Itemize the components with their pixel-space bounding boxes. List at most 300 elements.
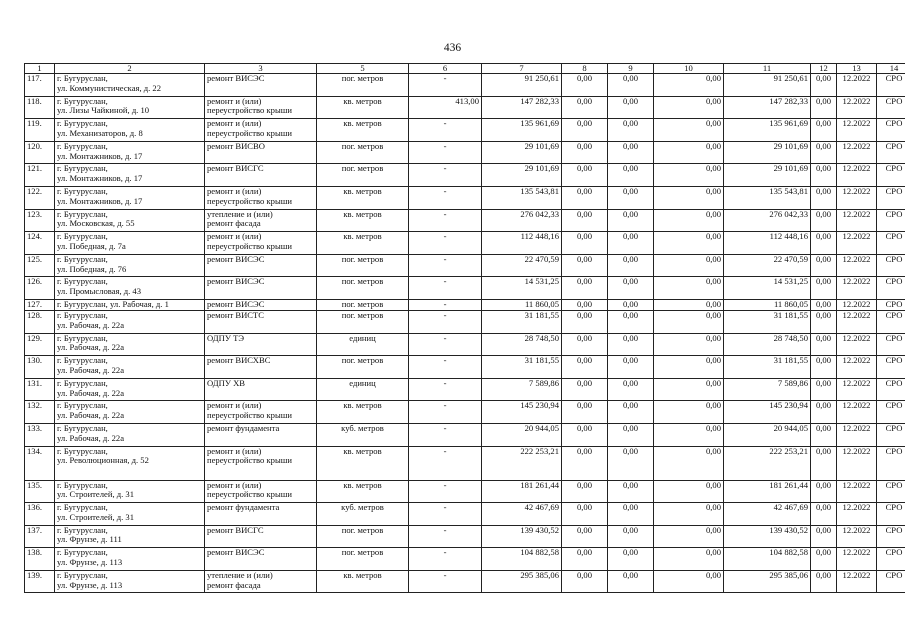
address-cell (55, 96, 205, 119)
col9-cell: 0,00 (608, 209, 654, 232)
col9-cell: 0,00 (608, 423, 654, 446)
quantity-cell: - (409, 446, 482, 480)
work-type-cell-line-1: ремонт и (или) (207, 446, 262, 456)
fund-amount-cell: 295 385,06 (724, 570, 811, 593)
table-row (25, 209, 905, 232)
row-number: 129. (25, 333, 55, 356)
address-cell-line-1: г. Бугуруслан, (57, 480, 108, 490)
col9-cell: 0,00 (608, 548, 654, 571)
work-type-cell-line-1: ремонт ВИСГС (207, 163, 264, 174)
address-cell-line-2: ул. Революционная, д. 52 (57, 455, 149, 466)
work-type-cell-line-2: переустройство крыши (207, 410, 292, 421)
unit-cell: единиц (317, 378, 409, 401)
date-cell: 12.2022 (837, 525, 877, 548)
cost-total-cell: 145 230,94 (482, 401, 562, 424)
col9-cell: 0,00 (608, 310, 654, 333)
cost-total-cell: 135 543,81 (482, 186, 562, 209)
col9-cell: 0,00 (608, 164, 654, 187)
address-cell-line-1: г. Бугуруслан, (57, 502, 108, 513)
col8-cell: 0,00 (562, 186, 608, 209)
col8-cell: 0,00 (562, 141, 608, 164)
fund-amount-cell: 22 470,59 (724, 254, 811, 277)
fund-amount-cell: 104 882,58 (724, 548, 811, 571)
address-cell-line-2: ул. Фрунзе, д. 113 (57, 579, 123, 590)
row-number: 134. (25, 446, 55, 480)
work-type-cell-line-2: ремонт фасада (207, 579, 261, 590)
column-header: 12 (811, 64, 837, 74)
work-type-cell-line-1: ремонт фундамента (207, 502, 280, 513)
col10-cell: 0,00 (654, 299, 724, 310)
unit-cell: пог. метров (317, 254, 409, 277)
row-number: 124. (25, 232, 55, 255)
col12-cell: 0,00 (811, 503, 837, 526)
table-row (25, 299, 905, 310)
source-cell: СРО (877, 310, 905, 333)
col12-cell: 0,00 (811, 333, 837, 356)
row-number: 122. (25, 186, 55, 209)
col10-cell: 0,00 (654, 356, 724, 379)
col9-cell: 0,00 (608, 446, 654, 480)
col12-cell: 0,00 (811, 74, 837, 97)
col8-cell: 0,00 (562, 423, 608, 446)
address-cell (55, 74, 205, 97)
col10-cell: 0,00 (654, 423, 724, 446)
work-type-cell (205, 232, 317, 255)
table-row (25, 525, 905, 548)
address-cell-line-2: ул. Коммунистическая, д. 22 (57, 82, 162, 93)
date-cell: 12.2022 (837, 186, 877, 209)
source-cell: СРО (877, 525, 905, 548)
table-row (25, 548, 905, 571)
col12-cell: 0,00 (811, 401, 837, 424)
unit-cell: пог. метров (317, 548, 409, 571)
row-number: 123. (25, 209, 55, 232)
col8-cell: 0,00 (562, 209, 608, 232)
col10-cell: 0,00 (654, 232, 724, 255)
col8-cell: 0,00 (562, 525, 608, 548)
unit-cell: кв. метров (317, 570, 409, 593)
col12-cell: 0,00 (811, 209, 837, 232)
address-cell (55, 446, 205, 480)
address-cell-line-2: ул. Фрунзе, д. 111 (57, 534, 122, 545)
work-type-cell-line-1: ремонт и (или) (207, 400, 262, 411)
col10-cell: 0,00 (654, 119, 724, 142)
fund-amount-cell: 14 531,25 (724, 277, 811, 300)
col12-cell: 0,00 (811, 141, 837, 164)
quantity-cell: - (409, 548, 482, 571)
col8-cell: 0,00 (562, 333, 608, 356)
address-cell (55, 299, 205, 310)
col8-cell: 0,00 (562, 299, 608, 310)
page-number: 436 (443, 42, 462, 54)
table-row (25, 480, 905, 503)
column-header: 5 (317, 64, 409, 74)
table-row (25, 356, 905, 379)
col9-cell: 0,00 (608, 74, 654, 97)
address-cell (55, 423, 205, 446)
address-cell-line-2: ул. Победная, д. 76 (57, 263, 127, 274)
col12-cell: 0,00 (811, 378, 837, 401)
column-header: 9 (608, 64, 654, 74)
quantity-cell: - (409, 525, 482, 548)
address-cell-line-1: г. Бугуруслан, (57, 231, 108, 242)
unit-cell: кв. метров (317, 209, 409, 232)
work-type-cell (205, 480, 317, 503)
fund-amount-cell: 29 101,69 (724, 164, 811, 187)
col8-cell: 0,00 (562, 232, 608, 255)
work-type-cell (205, 164, 317, 187)
col9-cell: 0,00 (608, 299, 654, 310)
address-cell-line-2: ул. Фрунзе, д. 113 (57, 557, 123, 568)
table-row (25, 277, 905, 300)
quantity-cell: - (409, 232, 482, 255)
date-cell: 12.2022 (837, 164, 877, 187)
source-cell: СРО (877, 423, 905, 446)
unit-cell: кв. метров (317, 232, 409, 255)
work-type-cell-line-1: ремонт ВИСЭС (207, 547, 265, 558)
col9-cell: 0,00 (608, 378, 654, 401)
work-type-cell (205, 525, 317, 548)
address-cell-line-2: ул. Монтажников, д. 17 (57, 195, 143, 206)
fund-amount-cell: 276 042,33 (724, 209, 811, 232)
col12-cell: 0,00 (811, 310, 837, 333)
col8-cell: 0,00 (562, 548, 608, 571)
source-cell: СРО (877, 186, 905, 209)
col8-cell: 0,00 (562, 570, 608, 593)
unit-cell: пог. метров (317, 525, 409, 548)
address-cell (55, 119, 205, 142)
work-type-cell-line-1: ОДПУ ТЭ (207, 333, 245, 343)
col9-cell: 0,00 (608, 570, 654, 593)
col10-cell: 0,00 (654, 446, 724, 480)
fund-amount-cell: 7 589,86 (724, 378, 811, 401)
quantity-cell: - (409, 503, 482, 526)
fund-amount-cell: 112 448,16 (724, 232, 811, 255)
source-cell: СРО (877, 480, 905, 503)
work-type-cell-line-2: ремонт фасада (207, 218, 261, 229)
unit-cell: кв. метров (317, 446, 409, 480)
date-cell: 12.2022 (837, 310, 877, 333)
col10-cell: 0,00 (654, 401, 724, 424)
quantity-cell: - (409, 186, 482, 209)
address-cell-line-1: г. Бугуруслан, ул. Рабочая, д. 1 (57, 299, 169, 309)
table-row (25, 254, 905, 277)
work-type-cell-line-1: ремонт ВИСГС (207, 525, 264, 535)
table-row (25, 503, 905, 526)
work-type-cell-line-1: ремонт ВИСХВС (207, 355, 271, 366)
col10-cell: 0,00 (654, 480, 724, 503)
column-header: 2 (55, 64, 205, 74)
row-number: 119. (25, 119, 55, 142)
row-number: 136. (25, 503, 55, 526)
address-cell-line-2: ул. Лизы Чайкиной, д. 10 (57, 105, 150, 116)
col8-cell: 0,00 (562, 356, 608, 379)
column-header: 6 (409, 64, 482, 74)
row-number: 127. (25, 299, 55, 310)
col10-cell: 0,00 (654, 74, 724, 97)
col10-cell: 0,00 (654, 570, 724, 593)
unit-cell: пог. метров (317, 299, 409, 310)
address-cell-line-2: ул. Рабочая, д. 22а (57, 410, 125, 421)
column-header: 14 (877, 64, 905, 74)
source-cell: СРО (877, 570, 905, 593)
quantity-cell: - (409, 119, 482, 142)
cost-total-cell: 181 261,44 (482, 480, 562, 503)
column-header: 1 (25, 64, 55, 74)
cost-total-cell: 28 748,50 (482, 333, 562, 356)
col9-cell: 0,00 (608, 119, 654, 142)
column-header: 13 (837, 64, 877, 74)
table-body (25, 74, 905, 593)
col9-cell: 0,00 (608, 232, 654, 255)
table-row (25, 570, 905, 593)
address-cell-line-1: г. Бугуруслан, (57, 446, 108, 456)
source-cell: СРО (877, 119, 905, 142)
col10-cell: 0,00 (654, 310, 724, 333)
col10-cell: 0,00 (654, 164, 724, 187)
date-cell: 12.2022 (837, 480, 877, 503)
address-cell-line-1: г. Бугуруслан, (57, 378, 108, 388)
address-cell-line-1: г. Бугуруслан, (57, 525, 108, 535)
address-cell-line-1: г. Бугуруслан, (57, 355, 108, 366)
col8-cell: 0,00 (562, 164, 608, 187)
address-cell (55, 232, 205, 255)
source-cell: СРО (877, 356, 905, 379)
address-cell-line-1: г. Бугуруслан, (57, 209, 108, 219)
table-row (25, 186, 905, 209)
address-cell-line-2: ул. Механизаторов, д. 8 (57, 127, 143, 138)
date-cell: 12.2022 (837, 96, 877, 119)
col8-cell: 0,00 (562, 378, 608, 401)
quantity-cell: 413,00 (409, 96, 482, 119)
source-cell: СРО (877, 74, 905, 97)
source-cell: СРО (877, 333, 905, 356)
cost-total-cell: 7 589,86 (482, 378, 562, 401)
source-cell: СРО (877, 401, 905, 424)
quantity-cell: - (409, 254, 482, 277)
work-type-cell (205, 141, 317, 164)
fund-amount-cell: 222 253,21 (724, 446, 811, 480)
work-type-cell-line-2: переустройство крыши (207, 195, 292, 206)
fund-amount-cell: 20 944,05 (724, 423, 811, 446)
row-number: 130. (25, 356, 55, 379)
date-cell: 12.2022 (837, 446, 877, 480)
row-number: 132. (25, 401, 55, 424)
address-cell-line-1: г. Бугуруслан, (57, 118, 108, 129)
col10-cell: 0,00 (654, 209, 724, 232)
table-row (25, 401, 905, 424)
fund-amount-cell: 28 748,50 (724, 333, 811, 356)
date-cell: 12.2022 (837, 356, 877, 379)
col9-cell: 0,00 (608, 277, 654, 300)
col12-cell: 0,00 (811, 480, 837, 503)
column-header: 8 (562, 64, 608, 74)
address-cell (55, 503, 205, 526)
row-number: 128. (25, 310, 55, 333)
work-type-cell-line-1: ремонт ВИСВО (207, 141, 265, 151)
address-cell-line-1: г. Бугуруслан, (57, 423, 108, 433)
table-row (25, 74, 905, 97)
work-type-cell (205, 96, 317, 119)
work-type-cell-line-2: переустройство крыши (207, 489, 292, 500)
column-header: 7 (482, 64, 562, 74)
address-cell (55, 254, 205, 277)
address-cell-line-2: ул. Строителей, д. 31 (57, 511, 135, 522)
source-cell: СРО (877, 277, 905, 300)
date-cell: 12.2022 (837, 333, 877, 356)
date-cell: 12.2022 (837, 141, 877, 164)
cost-total-cell: 147 282,33 (482, 96, 562, 119)
row-number: 125. (25, 254, 55, 277)
col12-cell: 0,00 (811, 548, 837, 571)
date-cell: 12.2022 (837, 232, 877, 255)
row-number: 133. (25, 423, 55, 446)
work-type-cell-line-2: переустройство крыши (207, 127, 292, 138)
fund-amount-cell: 91 250,61 (724, 74, 811, 97)
date-cell: 12.2022 (837, 254, 877, 277)
address-cell-line-2: ул. Монтажников, д. 17 (57, 150, 143, 161)
address-cell-line-1: г. Бугуруслан, (57, 141, 108, 151)
col10-cell: 0,00 (654, 96, 724, 119)
col9-cell: 0,00 (608, 525, 654, 548)
date-cell: 12.2022 (837, 209, 877, 232)
unit-cell: пог. метров (317, 277, 409, 300)
unit-cell: пог. метров (317, 356, 409, 379)
unit-cell: кв. метров (317, 96, 409, 119)
date-cell: 12.2022 (837, 401, 877, 424)
table-row (25, 141, 905, 164)
col9-cell: 0,00 (608, 480, 654, 503)
fund-amount-cell: 11 860,05 (724, 299, 811, 310)
col9-cell: 0,00 (608, 333, 654, 356)
address-cell (55, 277, 205, 300)
column-header: 11 (724, 64, 811, 74)
work-type-cell (205, 254, 317, 277)
quantity-cell: - (409, 310, 482, 333)
address-cell-line-2: ул. Промысловая, д. 43 (57, 286, 142, 297)
address-cell-line-2: ул. Рабочая, д. 22а (57, 319, 125, 330)
cost-total-cell: 104 882,58 (482, 548, 562, 571)
col9-cell: 0,00 (608, 356, 654, 379)
address-cell-line-2: ул. Рабочая, д. 22а (57, 432, 125, 443)
address-cell (55, 570, 205, 593)
col10-cell: 0,00 (654, 503, 724, 526)
address-cell-line-1: г. Бугуруслан, (57, 333, 108, 343)
unit-cell: пог. метров (317, 74, 409, 97)
col8-cell: 0,00 (562, 119, 608, 142)
cost-total-cell: 29 101,69 (482, 164, 562, 187)
address-cell (55, 310, 205, 333)
work-type-cell (205, 310, 317, 333)
col12-cell: 0,00 (811, 119, 837, 142)
address-cell-line-2: ул. Монтажников, д. 17 (57, 173, 143, 184)
source-cell: СРО (877, 141, 905, 164)
address-cell-line-1: г. Бугуруслан, (57, 570, 108, 580)
quantity-cell: - (409, 209, 482, 232)
fund-amount-cell: 31 181,55 (724, 310, 811, 333)
work-type-cell-line-1: ремонт и (или) (207, 231, 262, 242)
unit-cell: куб. метров (317, 503, 409, 526)
col12-cell: 0,00 (811, 232, 837, 255)
address-cell (55, 378, 205, 401)
work-type-cell (205, 333, 317, 356)
work-type-cell-line-1: ремонт и (или) (207, 96, 262, 106)
address-cell (55, 333, 205, 356)
work-type-cell-line-2: переустройство крыши (207, 240, 292, 251)
address-cell-line-1: г. Бугуруслан, (57, 96, 108, 106)
col12-cell: 0,00 (811, 446, 837, 480)
quantity-cell: - (409, 356, 482, 379)
cost-total-cell: 112 448,16 (482, 232, 562, 255)
quantity-cell: - (409, 423, 482, 446)
cost-total-cell: 295 385,06 (482, 570, 562, 593)
unit-cell: пог. метров (317, 310, 409, 333)
work-type-cell (205, 548, 317, 571)
unit-cell: куб. метров (317, 423, 409, 446)
col12-cell: 0,00 (811, 299, 837, 310)
col10-cell: 0,00 (654, 525, 724, 548)
work-type-cell-line-1: ремонт и (или) (207, 186, 262, 196)
address-cell-line-1: г. Бугуруслан, (57, 276, 108, 287)
work-type-cell-line-1: ремонт фундамента (207, 423, 280, 433)
quantity-cell: - (409, 74, 482, 97)
col10-cell: 0,00 (654, 548, 724, 571)
quantity-cell: - (409, 333, 482, 356)
date-cell: 12.2022 (837, 378, 877, 401)
address-cell-line-1: г. Бугуруслан, (57, 186, 108, 196)
work-type-cell (205, 570, 317, 593)
source-cell: СРО (877, 209, 905, 232)
cost-total-cell: 14 531,25 (482, 277, 562, 300)
row-number: 137. (25, 525, 55, 548)
address-cell (55, 141, 205, 164)
col9-cell: 0,00 (608, 503, 654, 526)
fund-amount-cell: 135 961,69 (724, 119, 811, 142)
col8-cell: 0,00 (562, 503, 608, 526)
row-number: 135. (25, 480, 55, 503)
col10-cell: 0,00 (654, 141, 724, 164)
unit-cell: единиц (317, 333, 409, 356)
work-type-cell-line-1: ремонт и (или) (207, 480, 262, 490)
col9-cell: 0,00 (608, 141, 654, 164)
col12-cell: 0,00 (811, 423, 837, 446)
work-type-cell-line-1: ремонт ВИСЭС (207, 254, 265, 264)
unit-cell: кв. метров (317, 186, 409, 209)
quantity-cell: - (409, 277, 482, 300)
work-type-cell (205, 74, 317, 97)
address-cell-line-2: ул. Строителей, д. 31 (57, 489, 135, 500)
source-cell: СРО (877, 378, 905, 401)
address-cell-line-2: ул. Рабочая, д. 22а (57, 387, 125, 398)
table-row (25, 164, 905, 187)
source-cell: СРО (877, 164, 905, 187)
work-type-cell-line-2: переустройство крыши (207, 105, 292, 116)
table-row (25, 119, 905, 142)
quantity-cell: - (409, 141, 482, 164)
cost-total-cell: 31 181,55 (482, 310, 562, 333)
address-cell-line-2: ул. Рабочая, д. 22а (57, 342, 125, 353)
address-cell-line-2: ул. Победная, д. 7а (57, 240, 126, 251)
source-cell: СРО (877, 548, 905, 571)
fund-amount-cell: 29 101,69 (724, 141, 811, 164)
table-row (25, 446, 905, 480)
work-type-cell-line-1: ремонт ВИСТС (207, 310, 265, 320)
work-type-cell (205, 423, 317, 446)
fund-amount-cell: 42 467,69 (724, 503, 811, 526)
work-type-cell (205, 299, 317, 310)
row-number: 121. (25, 164, 55, 187)
col12-cell: 0,00 (811, 356, 837, 379)
